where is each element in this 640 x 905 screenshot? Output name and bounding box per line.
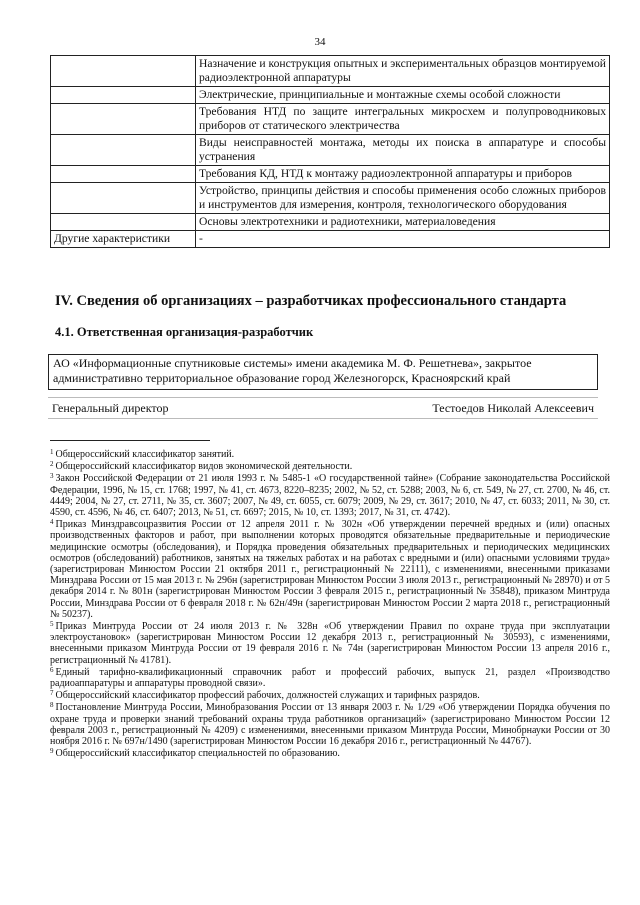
table-row <box>51 87 610 104</box>
row-value: - <box>196 231 610 248</box>
signatory-position: Генеральный директор <box>52 400 169 415</box>
signatory-name: Тестоедов Николай Алексеевич <box>432 400 594 415</box>
footnote-number: 7 <box>50 689 54 698</box>
row-label <box>51 214 196 231</box>
table-row <box>51 231 610 248</box>
table-row <box>51 166 610 183</box>
footnote <box>50 449 610 460</box>
footnote <box>50 519 610 620</box>
row-value: Назначение и конструкция опытных и экспериментальных образцов монтируемой радиоэлектронной аппаратуры <box>196 56 610 87</box>
footnote-text: Общероссийский классификатор специальностей по образованию. <box>55 748 340 760</box>
page-number: 34 <box>314 36 326 48</box>
row-label <box>51 104 196 135</box>
row-label <box>51 87 196 104</box>
footnote-text: Постановление Минтруда России, Минобразования России от 13 января 2003 г. № 1/29 «Об утверждении Порядка обучения по охране труда и проверки знаний требований охраны труда работников организаций» (зарегистрировано Минюстом России 12 февраля 2003 г., регистрационный № 4209) с изменениями, внесенными приказом Минтруда России, Минобрнауки России от 30 ноября 2016 г. № 697н/1490 (зарегистрирован Минюстом России 16 декабря 2016 г., регистрационный № 44767). <box>50 702 610 748</box>
footnote-number: 6 <box>50 665 54 674</box>
table-row <box>51 135 610 166</box>
row-label <box>51 183 196 214</box>
footnote-text: Приказ Минздравсоцразвития России от 12 апреля 2011 г. № 302н «Об утверждении перечней вредных и (или) опасных производственных факторов и работ, при выполнении которых проводятся обязательные предварительные и периодические медицинские осмотры (обследования), и Порядка проведения обязательных предварительных и периодических медицинских осмотров (обследований) работников, занятых на тяжелых работах и на работах с вредными и (или) опасными условиями труда» (зарегистрирован Минюстом России 21 октября 2011 г., регистрационный № 22111), с изменениями, внесенными приказами Минздрава России от 15 мая 2013 г. № 296н (зарегистрирован Минюстом России 3 июля 2013 г., регистрационный № 28970) и от 5 декабря 2014 г. № 801н (зарегистрирован Минюстом России 3 февраля 2015 г., регистрационный № 35848), приказом Минтруда России, Минздрава России от 6 февраля 2018 г. № 62н/49н (зарегистрирован Минюстом России 2 марта 2018 г., регистрационный № 50237). <box>50 519 610 620</box>
row-value: Электрические, принципиальные и монтажные схемы особой сложности <box>196 87 610 104</box>
footnote <box>50 702 610 747</box>
footnote <box>50 667 610 689</box>
footnote <box>50 690 610 701</box>
row-value: Устройство, принципы действия и способы применения особо сложных приборов и инструментов для измерения, контроля, технологического оборудования <box>196 183 610 214</box>
row-label <box>51 166 196 183</box>
table-row <box>51 104 610 135</box>
row-label <box>51 56 196 87</box>
footnote-text: Единый тарифно-квалификационный справочник работ и профессий рабочих, выпуск 21, раздел «Производство радиоаппаратуры и аппаратуры проводной связи». <box>50 666 610 690</box>
footnote <box>50 461 610 472</box>
footnote-text: Общероссийский классификатор занятий. <box>55 449 235 460</box>
subsection-title: 4.1. Ответственная организация-разработчик <box>55 325 314 339</box>
footnote-text: Закон Российской Федерации от 21 июля 1993 г. № 5485-1 «О государственной тайне» (Собрание законодательства Российской Федерации, 1996, № 15, ст. 1768; 1997, № 41, ст. 4673, 8220–8235; 2002, № 52, ст. 5288; 2003, № 6, ст. 549, № 27, ст. 2700, № 46, ст. 4449; 2004, № 27, ст. 2711, № 35, ст. 3607; 2007, № 49, ст. 6055, ст. 6079; 2009, № 29, ст. 3617; 2010, № 47, ст. 6033; 2011, № 30, ст. 4590, ст. 4596, № 46, ст. 6407; 2013, № 51, ст. 6697; 2015, № 10, ст. 1393; 2017, № 31, ст. 4742). <box>50 473 610 519</box>
table-row <box>51 214 610 231</box>
footnote-number: 9 <box>50 747 54 756</box>
row-label: Другие характеристики <box>51 231 196 248</box>
footnote-divider <box>50 440 210 441</box>
footnote-text: Общероссийский классификатор профессий рабочих, должностей служащих и тарифных разрядов. <box>55 690 480 702</box>
footnote-text: Приказ Минтруда России от 24 июля 2013 г. № 328н «Об утверждении Правил по охране труда при эксплуатации электроустановок» (зарегистрирован Минюстом России 12 декабря 2013 г., регистрационный № 30593), с изменениями, внесенными приказом Минтруда России от 19 февраля 2016 г. № 74н (зарегистрирован Минюстом России 13 апреля 2016 г., регистрационный № 41781). <box>50 621 610 666</box>
table-row <box>51 56 610 87</box>
organization-name: АО «Информационные спутниковые системы» имени академика М. Ф. Решетнева», закрытое административно территориальное образование город Железногорск, Красноярский край <box>48 354 598 390</box>
section-title: IV. Сведения об организациях – разработчиках профессионального стандарта <box>55 293 567 309</box>
row-label <box>51 135 196 166</box>
table-row <box>51 183 610 214</box>
footnote-number: 8 <box>50 701 54 710</box>
row-value: Требования НТД по защите интегральных микросхем и полупроводниковых приборов от статического электричества <box>196 104 610 135</box>
footnote-number: 2 <box>50 460 54 469</box>
footnote <box>50 748 610 759</box>
requirements-table <box>50 55 610 248</box>
footnote-number: 5 <box>50 620 54 629</box>
footnotes <box>50 449 610 760</box>
signatory-row <box>48 397 598 419</box>
footnote-number: 3 <box>50 472 54 481</box>
row-value: Виды неисправностей монтажа, методы их поиска в аппаратуре и способы устранения <box>196 135 610 166</box>
row-value: Основы электротехники и радиотехники, материаловедения <box>196 214 610 231</box>
footnote <box>50 473 610 518</box>
row-value: Требования КД, НТД к монтажу радиоэлектронной аппаратуры и приборов <box>196 166 610 183</box>
footnote-text: Общероссийский классификатор видов экономической деятельности. <box>55 461 353 473</box>
footnote <box>50 621 610 666</box>
footnote-number: 1 <box>50 448 54 456</box>
footnote-number: 4 <box>50 518 54 527</box>
